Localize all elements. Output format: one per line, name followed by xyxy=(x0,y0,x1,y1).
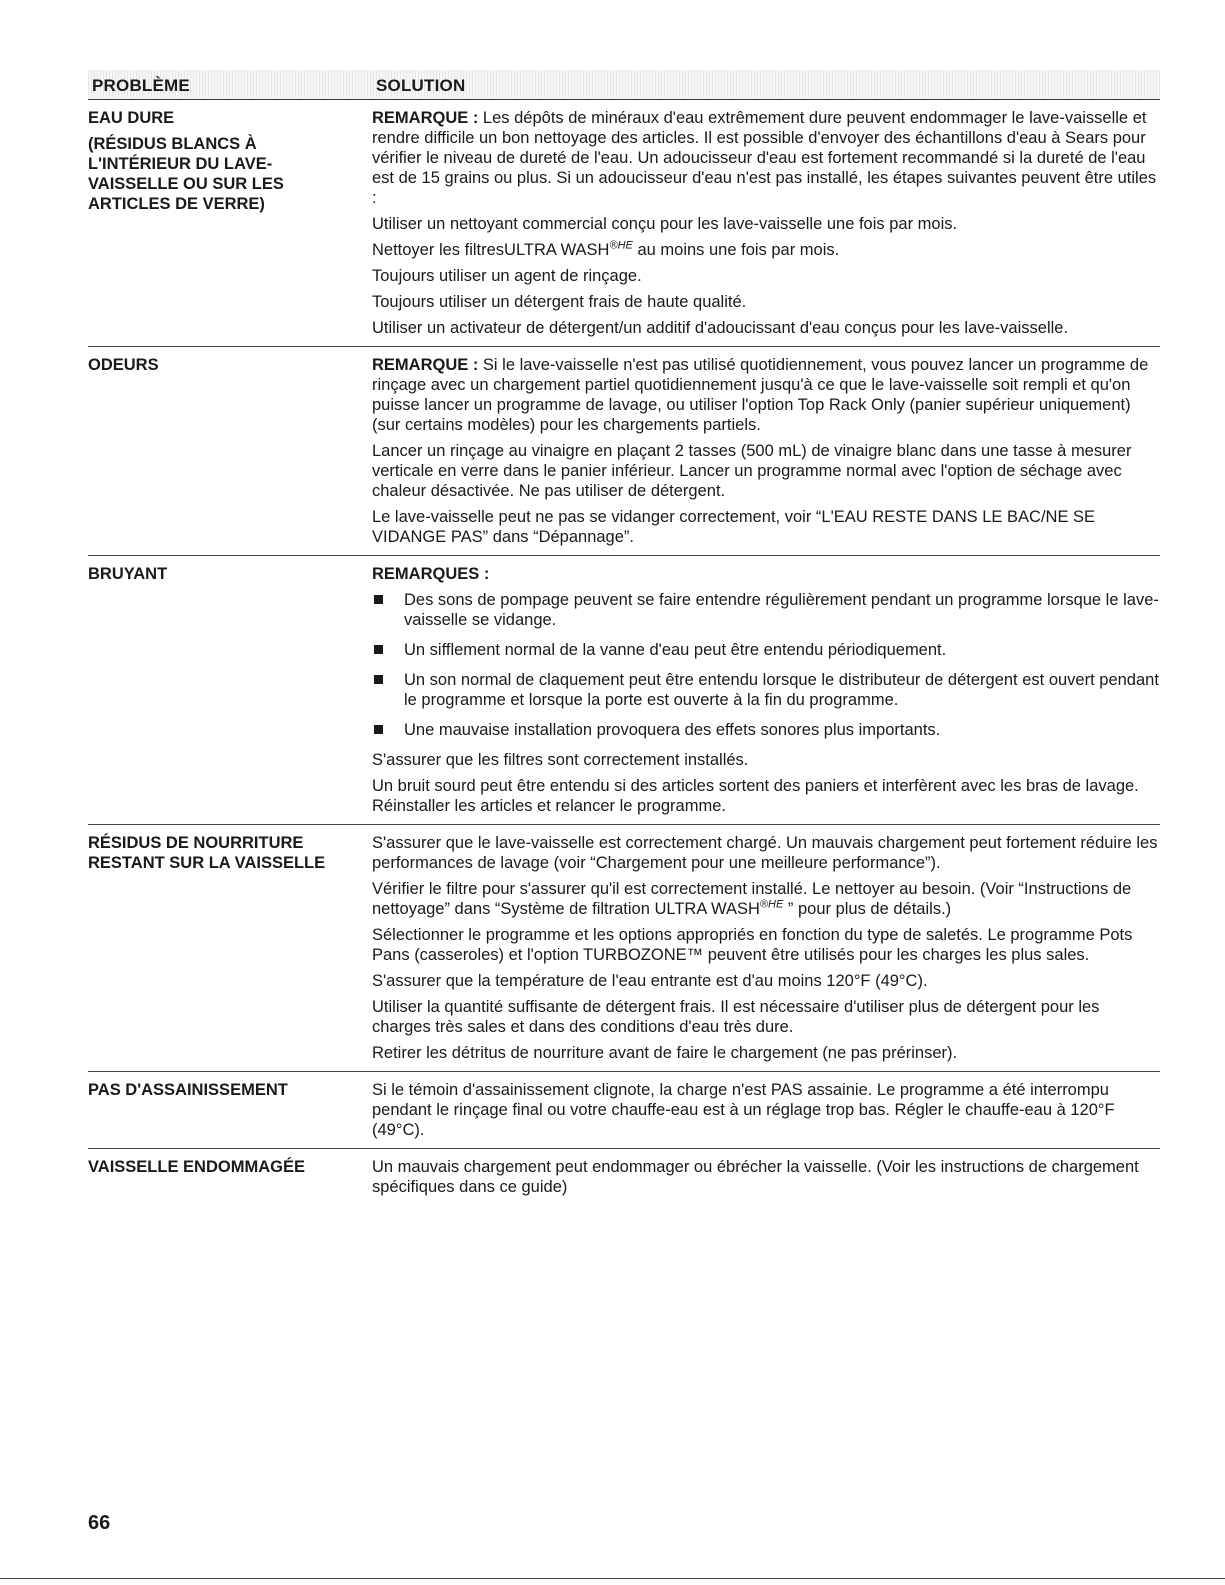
list-item xyxy=(372,590,1160,630)
solution-step: Un bruit sourd peut être entendu si des articles sortent des paniers et interfèrent avec les bras de lavage. Réinstaller les articles et relancer le programme. xyxy=(372,777,1139,815)
list-item xyxy=(372,720,1160,740)
problem-cell xyxy=(88,355,372,547)
list-item-text: Des sons de pompage peuvent se faire entendre régulièrement pendant un programme lorsque le lave-vaisselle se vidange. xyxy=(404,591,1159,629)
problem-title: ODEURS xyxy=(88,356,159,374)
solution-step: Toujours utiliser un agent de rinçage. xyxy=(372,267,642,285)
problem-title: RÉSIDUS DE NOURRITURE RESTANT SUR LA VAISSELLE xyxy=(88,834,326,872)
solution-step: Le lave-vaisselle peut ne pas se vidanger correctement, voir “L'EAU RESTE DANS LE BAC/NE SE VIDANGE PAS” dans “Dépannage”. xyxy=(372,508,1096,546)
table-row-damaged-dishes xyxy=(88,1149,1160,1205)
problem-title: VAISSELLE ENDOMMAGÉE xyxy=(88,1158,305,1176)
solution-step: S'assurer que les filtres sont correctement installés. xyxy=(372,751,749,769)
page-number: 66 xyxy=(88,1512,111,1534)
solution-step: Sélectionner le programme et les options appropriés en fonction du type de saletés. Le programme Pots Pans (casseroles) et l'option TURBOZONE™ peuvent être utilisés pour les charges les plus sales. xyxy=(372,926,1133,964)
square-bullet-icon xyxy=(374,675,383,684)
problem-cell xyxy=(88,833,372,1063)
solution-note xyxy=(372,355,1160,435)
note-label: REMARQUES : xyxy=(372,565,490,583)
note-label: REMARQUE : xyxy=(372,109,479,127)
table-row-hard-water xyxy=(88,100,1160,347)
solution-cell xyxy=(372,1080,1160,1140)
step-text: Vérifier le filtre pour s'assurer qu'il est correctement installé. Le nettoyer au besoin. (Voir “Instructions de nettoyage” dans “Système de filtration ULTRA WASH xyxy=(372,880,1132,918)
table-row-odors xyxy=(88,347,1160,556)
step-text: ” pour plus de détails.) xyxy=(783,900,952,918)
problem-cell xyxy=(88,108,372,338)
problem-cell xyxy=(88,1157,372,1197)
note-text: Les dépôts de minéraux d'eau extrêmement dure peuvent endommager le lave-vaisselle et rendre difficile un bon nettoyage des articles. Il est possible d'envoyer des échantillons d'eau à Sears pour vérifier le niveau de dureté de l'eau. Un adoucisseur d'eau est fortement recommandé si la dureté de l'eau est de 15 grains ou plus. Si un adoucisseur d'eau n'est pas installé, les étapes suivantes peuvent être utiles : xyxy=(372,109,1157,207)
troubleshooting-table xyxy=(88,70,1160,1205)
step-text: au moins une fois par mois. xyxy=(632,241,840,259)
solution-step xyxy=(372,240,1160,260)
solution-note xyxy=(372,564,1160,584)
square-bullet-icon xyxy=(374,645,383,654)
table-row-no-sanitize xyxy=(88,1072,1160,1149)
solution-cell xyxy=(372,833,1160,1063)
note-text: Si le lave-vaisselle n'est pas utilisé quotidiennement, vous pouvez lancer un programme de rinçage avec un chargement partiel quotidiennement jusqu'à ce que le lave-vaisselle soit rempli et qu'on puisse lancer un programme de lavage, ou utiliser l'option Top Rack Only (panier supérieur uniquement) (sur certains modèles) pour les chargements partiels. xyxy=(372,356,1149,434)
solution-step: Un mauvais chargement peut endommager ou ébrécher la vaisselle. (Voir les instructions de chargement spécifiques dans ce guide) xyxy=(372,1158,1139,1196)
problem-cell xyxy=(88,1080,372,1140)
solution-step: Retirer les détritus de nourriture avant de faire le chargement (ne pas prérinser). xyxy=(372,1044,958,1062)
trademark-superscript: ®HE xyxy=(759,898,784,911)
solution-step: S'assurer que le lave-vaisselle est correctement chargé. Un mauvais chargement peut fortement réduire les performances de lavage (voir “Chargement pour une meilleure performance”). xyxy=(372,834,1158,872)
list-item-text: Un son normal de claquement peut être entendu lorsque le distributeur de détergent est ouvert pendant le programme et lorsque la porte est ouverte à la fin du programme. xyxy=(404,671,1159,709)
problem-title: PAS D'ASSAINISSEMENT xyxy=(88,1081,288,1099)
solution-step: S'assurer que la température de l'eau entrante est d'au moins 120°F (49°C). xyxy=(372,972,928,990)
table-header xyxy=(88,70,1160,100)
solution-cell xyxy=(372,355,1160,547)
solution-note xyxy=(372,108,1160,208)
problem-cell xyxy=(88,564,372,816)
list-item xyxy=(372,670,1160,710)
table-row-food-residue xyxy=(88,825,1160,1072)
step-text: Nettoyer les filtresULTRA WASH xyxy=(372,241,610,259)
solution-step: Utiliser un activateur de détergent/un additif d'adoucissant d'eau conçus pour les lave-vaisselle. xyxy=(372,319,1069,337)
trademark-superscript: ®HE xyxy=(609,239,633,252)
list-item-text: Un sifflement normal de la vanne d'eau peut être entendu périodiquement. xyxy=(404,641,947,659)
problem-title: BRUYANT xyxy=(88,565,168,583)
solution-step: Utiliser la quantité suffisante de détergent frais. Il est nécessaire d'utiliser plus de détergent pour les charges très sales et dans des conditions d'eau très dure. xyxy=(372,998,1100,1036)
bullet-list xyxy=(372,590,1160,740)
note-label: REMARQUE : xyxy=(372,356,479,374)
solution-step: Lancer un rinçage au vinaigre en plaçant 2 tasses (500 mL) de vinaigre blanc dans une tasse à mesurer verticale en verre dans le panier inférieur. Lancer un programme normal avec l'option de séchage avec chaleur désactivée. Ne pas utiliser de détergent. xyxy=(372,442,1132,500)
solution-step: Si le témoin d'assainissement clignote, la charge n'est PAS assainie. Le programme a été interrompu pendant le rinçage final ou votre chauffe-eau est à un réglage trop bas. Régler le chauffe-eau à 120°F (49°C). xyxy=(372,1081,1115,1139)
solution-step xyxy=(372,879,1160,919)
solution-step: Toujours utiliser un détergent frais de haute qualité. xyxy=(372,293,747,311)
problem-subtitle: (RÉSIDUS BLANCS À L'INTÉRIEUR DU LAVE-VAISSELLE OU SUR LES ARTICLES DE VERRE) xyxy=(88,135,284,213)
list-item-text: Une mauvaise installation provoquera des effets sonores plus importants. xyxy=(404,721,941,739)
header-problem: PROBLÈME xyxy=(92,76,190,95)
solution-step: Utiliser un nettoyant commercial conçu pour les lave-vaisselle une fois par mois. xyxy=(372,215,958,233)
list-item xyxy=(372,640,1160,660)
header-solution: SOLUTION xyxy=(376,76,466,95)
square-bullet-icon xyxy=(374,595,383,604)
solution-cell xyxy=(372,564,1160,816)
table-row-noisy xyxy=(88,556,1160,825)
problem-title: EAU DURE xyxy=(88,109,175,127)
square-bullet-icon xyxy=(374,725,383,734)
solution-cell xyxy=(372,1157,1160,1197)
bottom-divider xyxy=(0,1578,1225,1579)
solution-cell xyxy=(372,108,1160,338)
